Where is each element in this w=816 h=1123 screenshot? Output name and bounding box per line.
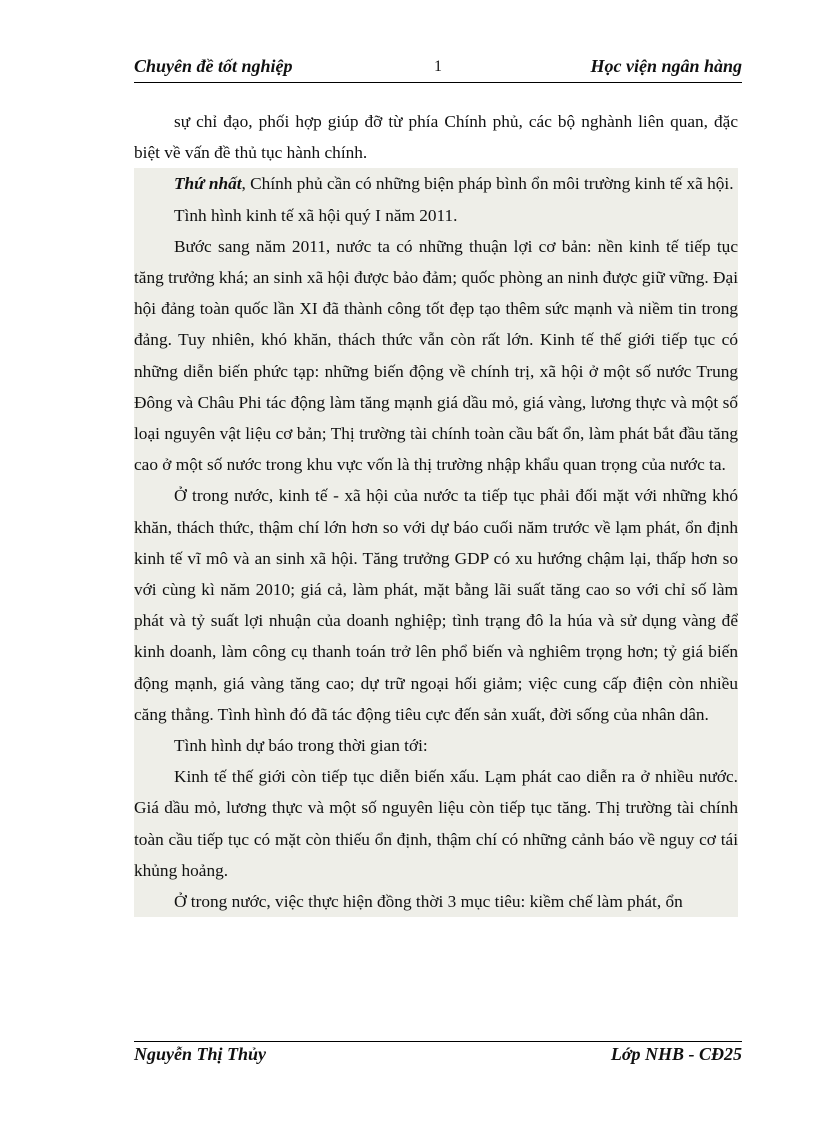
paragraph-2011-overview: Bước sang năm 2011, nước ta có những thuận lợi cơ bản: nền kinh tế tiếp tục tăng trưởng khá; an sinh xã hội được bảo đảm; quốc phòng an ninh được giữ vững. Đại hội đảng toàn quốc lần XI đã thành công tốt đẹp tạo thêm sức mạnh và niềm tin trong đảng. Tuy nhiên, khó khăn, thách thức vẫn còn rất lớn. Kinh tế thế giới tiếp tục có những diễn biến phức tạp: những biến động về chính trị, xã hội ở một số nước Trung Đông và Châu Phi tác động làm tăng mạnh giá dầu mỏ, giá vàng, lương thực và một số loại nguyên vật liệu cơ bản; Thị trường tài chính toàn cầu bất ổn, làm phát bắt đầu tăng cao ở một số nước trong khu vực vốn là thị trường nhập khẩu quan trọng của nước ta. [134,236,738,475]
header-divider [134,82,742,83]
footer-class: Lớp NHB - CĐ25 [610,1044,742,1064]
document-body [134,106,738,917]
paragraph-q1-situation-title: Tình hình kinh tế xã hội quý I năm 2011. [174,205,458,225]
header-institution: Học viện ngân hàng [590,56,742,76]
paragraph-intro-continuation: sự chỉ đạo, phối hợp giúp đỡ từ phía Chính phủ, các bộ nghành liên quan, đặc biệt về vấn đề thủ tục hành chính. [134,112,738,163]
footer-author: Nguyễn Thị Thủy [134,1044,267,1064]
shaded-section [134,168,738,917]
page-header [134,56,742,82]
footer-divider [134,1041,742,1042]
first-measure-text: , Chính phủ cần có những biện pháp bình ổn môi trường kinh tế xã hội. [241,174,734,194]
header-document-type: Chuyên đề tốt nghiệp [134,56,293,76]
paragraph-first-measure [134,168,738,199]
paragraph-domestic-challenges: Ở trong nước, kinh tế - xã hội của nước ta tiếp tục phải đối mặt với những khó khăn, thách thức, thậm chí lớn hơn so với dự báo cuối năm trước về lạm phát, ổn định kinh tế vĩ mô và an sinh xã hội. Tăng trưởng GDP có xu hướng chậm lại, thấp hơn so với cùng kì năm 2010; giá cả, làm phát, mặt bằng lãi suất tăng cao so với chỉ số làm phát và tỷ suất lợi nhuận của doanh nghiệp; tình trạng đô la húa và sử dụng vàng để kinh doanh, làm công cụ thanh toán trở lên phổ biến và nghiêm trọng hơn; tỷ giá biến động mạnh, giá vàng tăng cao; dự trữ ngoại hối giảm; việc cung cấp điện còn nhiều căng thẳng. Tình hình đó đã tác động tiêu cực đến sản xuất, đời sống của nhân dân. [134,486,738,724]
first-measure-heading: Thứ nhất [174,174,242,194]
page-footer [134,1044,742,1070]
paragraph-forecast-title: Tình hình dự báo trong thời gian tới: [174,736,428,756]
paragraph-domestic-goals: Ở trong nước, việc thực hiện đồng thời 3 mục tiêu: kiềm chế làm phát, ổn [174,892,683,912]
page-number: 1 [434,58,442,75]
paragraph-world-forecast: Kinh tế thế giới còn tiếp tục diễn biến xấu. Lạm phát cao diễn ra ở nhiều nước. Giá dầu mỏ, lương thực và một số nguyên liệu còn tiếp tục tăng. Thị trường tài chính toàn cầu tiếp tục có mặt còn thiếu ổn định, thậm chí có những cảnh báo về nguy cơ tái khủng hoảng. [134,767,738,880]
